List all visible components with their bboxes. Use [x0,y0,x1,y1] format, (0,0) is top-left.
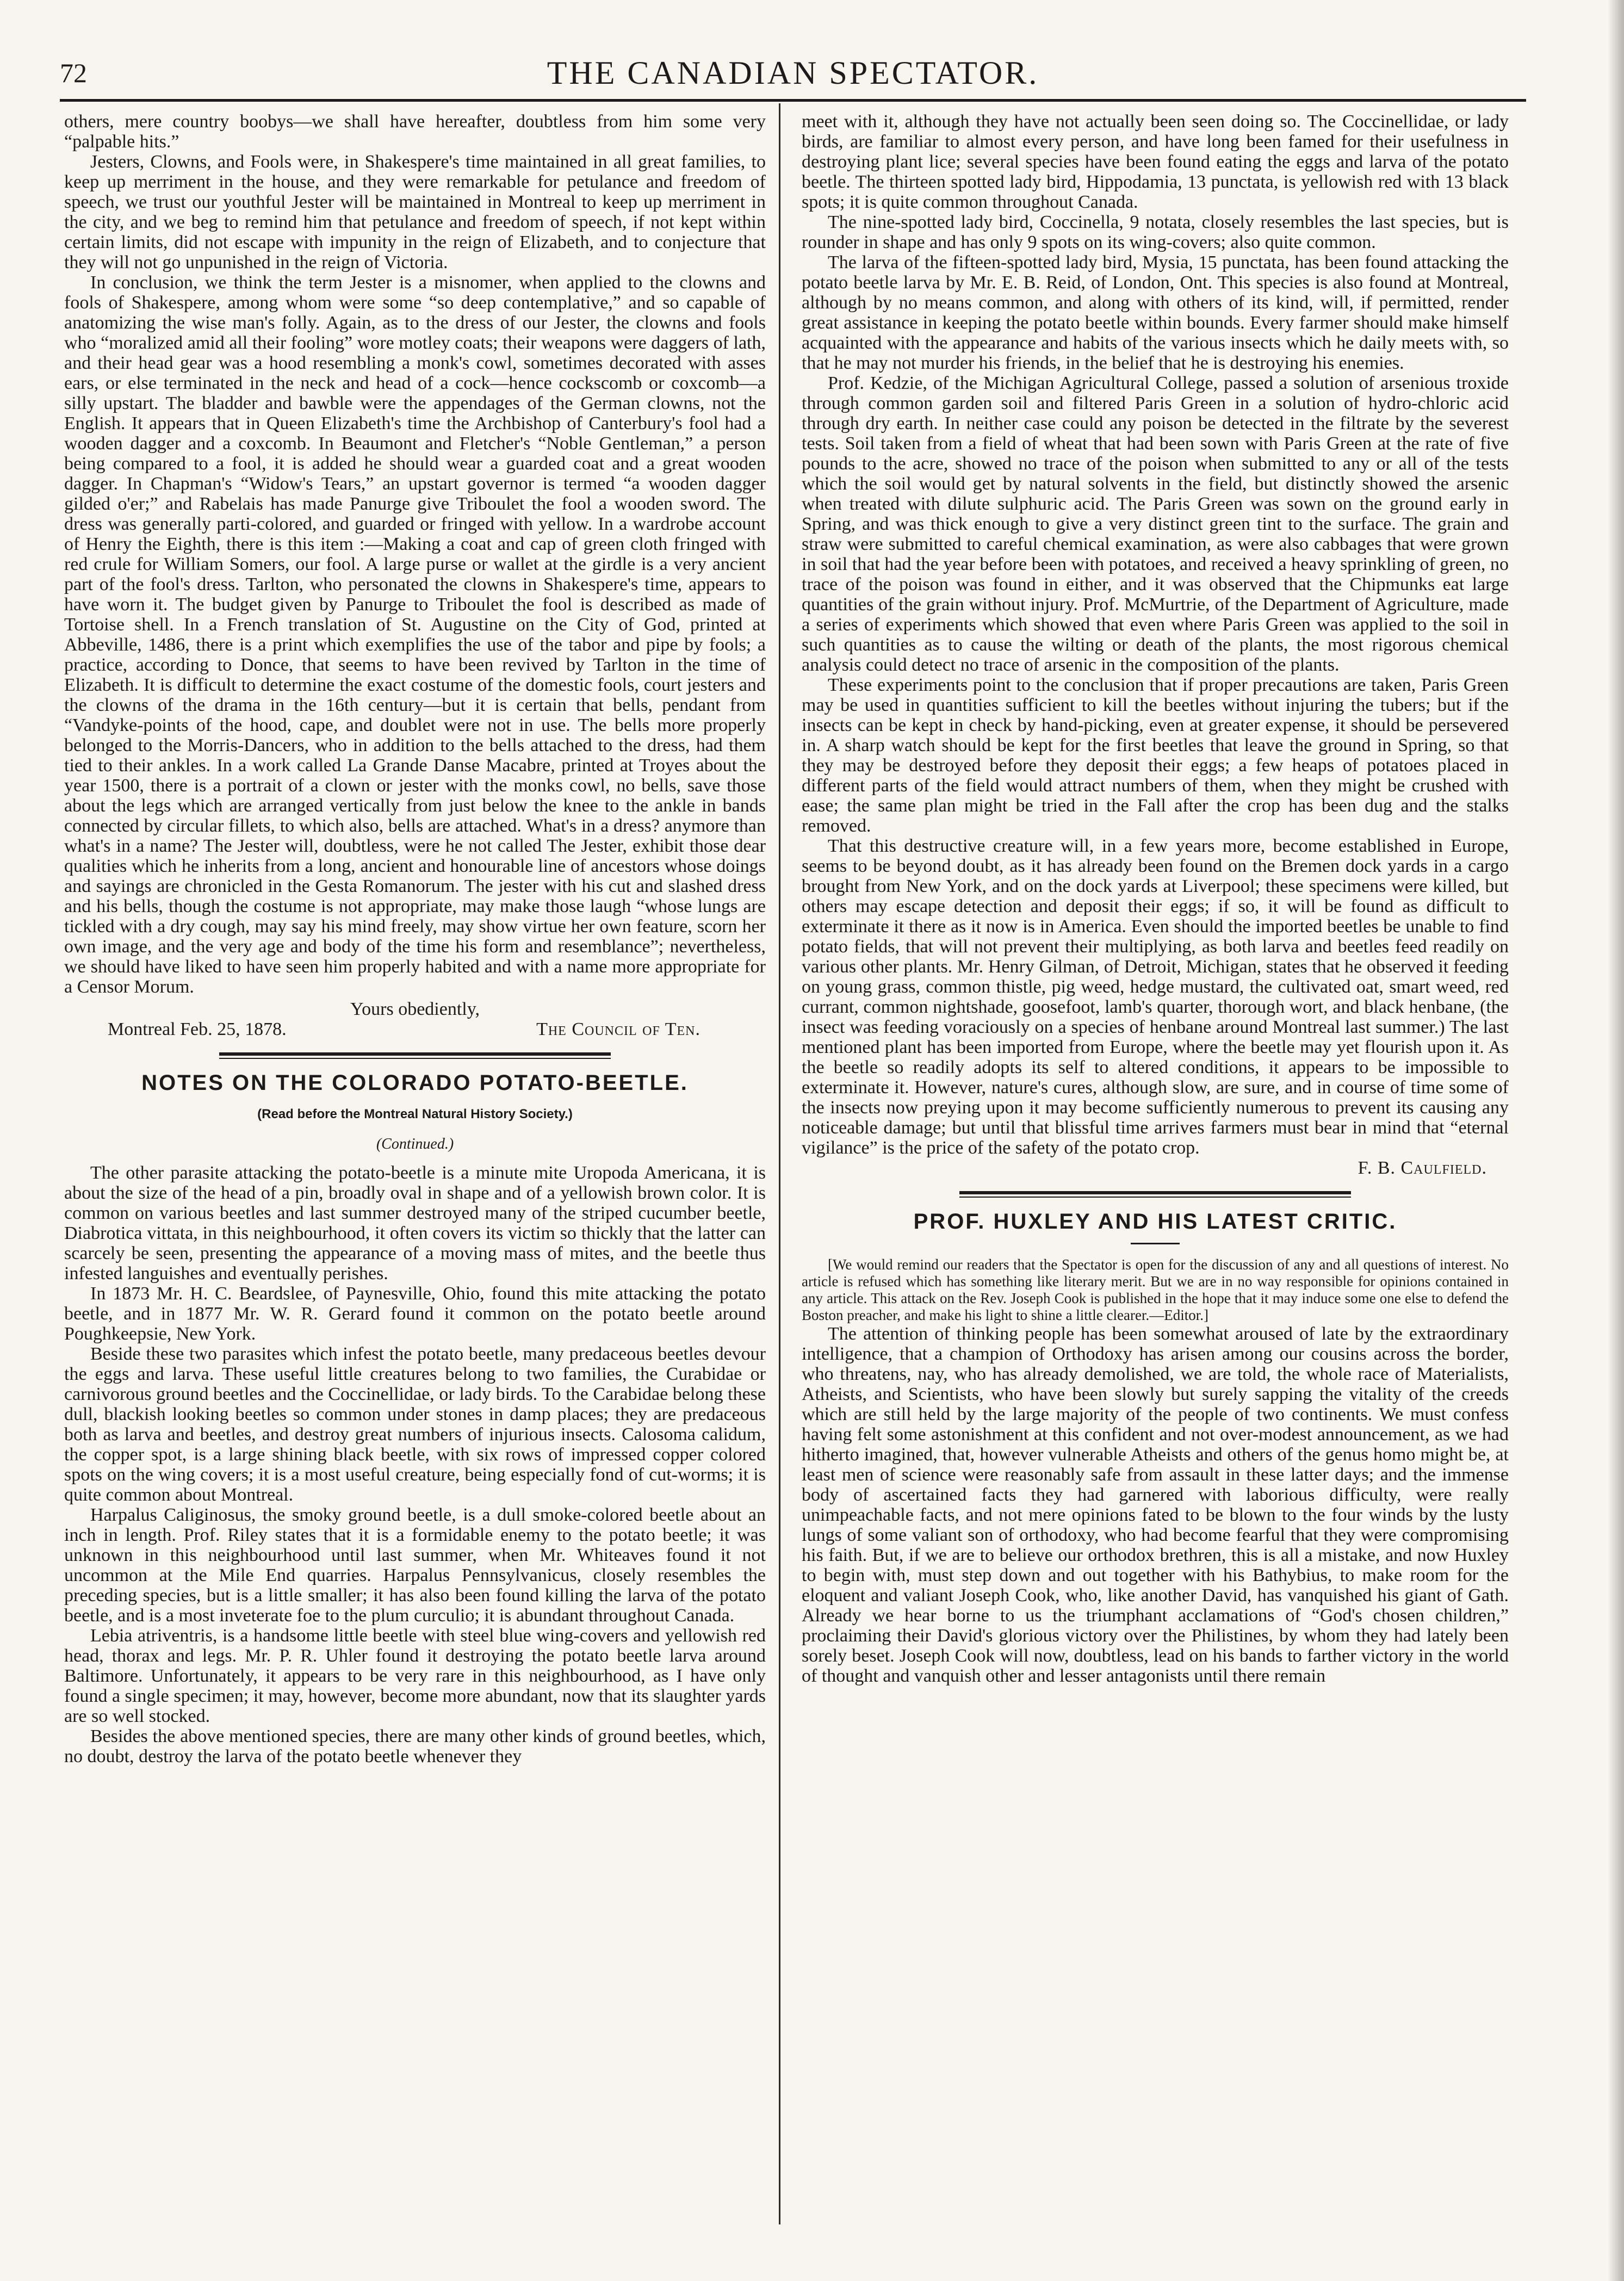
letter-signoff [64,999,766,1039]
section-divider [219,1052,611,1059]
masthead: THE CANADIAN SPECTATOR. [547,55,1039,91]
paragraph: Besides the above mentioned species, there are many other kinds of ground beetles, which, no doubt, destroy the larva of the potato beetle whenever they [64,1726,766,1766]
paragraph: meet with it, although they have not actually been seen doing so. The Coccinellidae, or lady birds, are familiar to almost every person, and have long been famed for their usefulness in destroying plant lice; several species have been found eating the eggs and larva of the potato beetle. The thirteen spotted lady bird, Hippodamia, 13 punctata, is yellowish red with 13 black spots; it is quite common throughout Canada. [802,111,1509,212]
paragraph: These experiments point to the conclusion that if proper precautions are taken, Paris Green may be used in quantities sufficient to kill the beetles without injuring the tubers; but if the insects can be kept in check by hand-picking, even at greater expense, it should be persevered in. A sharp watch should be kept for the first beetles that leave the ground in Spring, so that they may be destroyed before they deposit their eggs; a few heaps of potatoes placed in different parts of the field would attract numbers of them, when they might be crushed with ease; the same plan might be tried in the Fall after the crop has been dug and the stalks removed. [802,675,1509,836]
letter-closing: Yours obediently, [350,999,480,1019]
paragraph: The other parasite attacking the potato-beetle is a minute mite Uropoda Americana, it is about the size of the head of a pin, broadly oval in shape and of a yellowish brown color. It is common on various beetles and last summer destroyed many of the striped cucumber beetle, Diabrotica vittata, in this neighbourhood, it often covers its victim so thickly that the latter can scarcely be seen, presenting the appearance of a moving mass of mites, and the beetle thus infested languishes and eventually perishes. [64,1163,766,1284]
paragraph: Beside these two parasites which infest the potato beetle, many predaceous beetles devour the eggs and larva. These useful little creatures belong to two families, the Curabidae or carnivorous ground beetles and the Coccinellidae, or lady birds. To the Carabidae belong these dull, blackish looking beetles so common under stones in damp places; they are predaceous both as larva and beetles, and destroy great numbers of injurious insects. Calosoma calidum, the copper spot, is a large shining black beetle, with six rows of impressed copper colored spots on the wing covers; it is a most useful creature, being especially fond of cut-worms; it is quite common about Montreal. [64,1344,766,1505]
paragraph: Jesters, Clowns, and Fools were, in Shakespere's time maintained in all great families, to keep up merriment in the house, and they were remarkable for petulance and freedom of speech, we trust our youthful Jester will be maintained in Montreal to keep up merriment in the city, and we beg to remind him that petulance and freedom of speech, if not kept within certain limits, did not escape with impunity in the reign of Elizabeth, and to conjecture that they will not go unpunished in the reign of Victoria. [64,152,766,272]
paragraph: others, mere country boobys—we shall have hereafter, doubtless from him some very “palpable hits.” [64,111,766,152]
page-header [60,52,1526,101]
paragraph: Harpalus Caliginosus, the smoky ground beetle, is a dull smoke-colored beetle about an inch in length. Prof. Riley states that it is a formidable enemy to the potato beetle; it was unknown in this neighbourhood until last summer, when Mr. Whiteaves found it not uncommon at the Mile End quarries. Harpalus Pennsylvanicus, closely resembles the preceding species, but is a little smaller; it has also been found killing the larva of the potato beetle, and is a most inveterate foe to the plum curculio; it is abundant throughout Canada. [64,1505,766,1626]
article-title: PROF. HUXLEY AND HIS LATEST CRITIC. [913,1210,1397,1234]
header-rule [60,99,1526,102]
scan-edge-shadow [1608,0,1624,2281]
editor-note: [We would remind our readers that the Spectator is open for the discussion of any and all questions of interest. No article is refused which has something like literary merit. But we are in no way responsible for opinions contained in any article. This attack on the Rev. Joseph Cook is published in the hope that it may induce some one else to defend the Boston preacher, and make his light to shine a little clearer.—Editor.] [802,1256,1509,1323]
title-rule [1131,1243,1180,1244]
paragraph: The nine-spotted lady bird, Coccinella, 9 notata, closely resembles the last species, but is rounder in shape and has only 9 spots on its wing-covers; also quite common. [802,212,1509,252]
paragraph: The larva of the fifteen-spotted lady bird, Mysia, 15 punctata, has been found attacking the potato beetle larva by Mr. E. B. Reid, of London, Ont. This species is also found at Montreal, although by no means common, and along with others of its kind, will, if permitted, render great assistance in keeping the potato beetle within bounds. Every farmer should make himself acquainted with the appearance and habits of the various insects which he daily meets with, so that he may not murder his friends, in the belief that he is destroying his enemies. [802,252,1509,373]
letter-place-date: Montreal Feb. 25, 1878. [108,1019,287,1039]
paragraph: Prof. Kedzie, of the Michigan Agricultural College, passed a solution of arsenious troxide through common garden soil and filtered Paris Green in a solution of hydro-chloric acid through dry earth. In neither case could any poison be detected in the filtrate by the severest tests. Soil taken from a field of wheat that had been sown with Paris Green at the rate of five pounds to the acre, showed no trace of the poison when submitted to any or all of the tests which the soil would get by natural solvents in the field, but distinctly showed the arsenic when treated with dilute sulphuric acid. The Paris Green was sown on the ground early in Spring, and was thick enough to give a very distinct green tint to the surface. The grain and straw were submitted to careful chemical examination, as were also cabbages that were grown in soil that had the year before been with potatoes, and received a heavy sprinkling of green, no trace of the poison was found in either, and it was observed that the Chipmunks eat large quantities of the grain without injury. Prof. McMurtrie, of the Department of Agriculture, made a series of experiments which showed that even where Paris Green was applied to the soil in such quantities as to cause the wilting or death of the plants, the most rigorous chemical analysis could detect no trace of arsenic in the composition of the plants. [802,373,1509,675]
paragraph: The attention of thinking people has been somewhat aroused of late by the extraordinary intelligence, that a champion of Orthodoxy has arisen among our cousins across the border, who threatens, nay, who has already demolished, we are told, the whole race of Materialists, Atheists, and Scientists, who have been slowly but surely sapping the vitality of the creeds which are still held by the large majority of the people of two continents. We must confess having felt some astonishment at this confident and not over-modest announcement, as we had hitherto imagined, that, however vulnerable Atheists and others of the genus homo might be, at least men of science were reasonably safe from assault in these latter days; and the immense body of ascertained facts they had garnered with laborious difficulty, were really unimpeachable facts, and not mere opinions fated to be blown to the four winds by the lusty lungs of some valiant son of orthodoxy, who had become fearful that they were compromising his faith. But, if we are to believe our orthodox brethren, this is all a mistake, and now Huxley to begin with, must step down and out together with his Bathybius, to make room for the eloquent and valiant Joseph Cook, who, like another David, has vanquished his giant of Gath. Already we hear borne to us the triumphant acclamations of “God's chosen children,” proclaiming their David's glorious victory over the Philistines, by whom they had lately been sorely beset. Joseph Cook will now, doubtless, lead on his bands to farther victory in the world of thought and vanquish other and lesser antagonists until there remain [802,1324,1509,1686]
left-column [64,111,766,1766]
article-signature: F. B. Caulfield. [1358,1158,1487,1178]
right-column [802,111,1509,1686]
page-number: 72 [60,58,87,88]
paragraph: Lebia atriventris, is a handsome little beetle with steel blue wing-covers and yellowish red head, thorax and legs. Mr. P. R. Uhler found it destroying the potato beetle larva around Baltimore. Unfortunately, it appears to be very rare in this neighbourhood, as I have only found a single specimen; it may, however, become more abundant, now that its slaughter yards are so well stocked. [64,1626,766,1726]
paragraph: That this destructive creature will, in a few years more, become established in Europe, seems to be beyond doubt, as it has already been found on the Bremen dock yards in a cargo brought from New York, and on the dock yards at Liverpool; these specimens were killed, but others may escape detection and deposit their eggs; if so, it will be found as difficult to exterminate it there as it now is in America. Even should the imported beetles be unable to find potato fields, that will not prevent their multiplying, as both larva and beetles feed readily on various other plants. Mr. Henry Gilman, of Detroit, Michigan, states that he observed it feeding on young grass, common thistle, pig weed, hedge mustard, the cultivated oat, smart weed, red currant, common nightshade, goosefoot, lamb's quarter, thorough wort, and black henbane, (the insect was feeding voraciously on a species of henbane around Montreal last summer.) The last mentioned plant has been imported from Europe, where the beetle may yet flourish upon it. As the beetle so readily adopts its self to altered conditions, it appears to be impossible to exterminate it. However, nature's cures, although slow, are sure, and in course of time some of the insects now preying upon it may become sufficiently numerous to prevent its causing any noticeable damage; but until that blissful time arrives farmers must bear in mind that “eternal vigilance” is the price of the safety of the potato crop. [802,836,1509,1158]
letter-signature-line [64,1019,766,1039]
column-divider [779,103,780,2224]
article-title: NOTES ON THE COLORADO POTATO-BEETLE. [141,1071,689,1095]
continued-label: (Continued.) [376,1136,454,1152]
article-subtitle: (Read before the Montreal Natural History Society.) [257,1107,573,1121]
paragraph: In conclusion, we think the term Jester is a misnomer, when applied to the clowns and fools of Shakespere, among whom were some “so deep contemplative,” and so capable of anatomizing the wise man's folly. Again, as to the dress of our Jester, the clowns and fools who “moralized amid all their fooling” wore motley coats; their weapons were daggers of lath, and their head gear was a hood resembling a monk's cowl, sometimes decorated with asses ears, or else terminated in the neck and head of a cock—hence cockscomb or coxcomb—a silly upstart. The bladder and bawble were the appendages of the German clowns, not the English. It appears that in Queen Elizabeth's time the Archbishop of Canterbury's fool had a wooden dagger and a coxcomb. In Beaumont and Fletcher's “Noble Gentleman,” a person being compared to a fool, it is added he should wear a guarded coat and a great wooden dagger. In Chapman's “Widow's Tears,” an upstart governor is termed “a wooden dagger gilded o'er;” and Rabelais has made Panurge give Triboulet the fool a wooden sword. The dress was generally parti-colored, and guarded or fringed with yellow. In a wardrobe account of Henry the Eighth, there is this item :—Making a coat and cap of green cloth fringed with red crule for William Somers, our fool. A large purse or wallet at the girdle is a very ancient part of the fool's dress. Tarlton, who personated the clowns in Shakespere's time, appears to have worn it. The budget given by Panurge to Triboulet the fool is described as made of Tortoise shell. In a French translation of St. Augustine on the City of God, printed at Abbeville, 1486, there is a print which exemplifies the use of the tabor and pipe by fools; a practice, according to Donce, that seems to have been revived by Tarlton in the time of Elizabeth. It is difficult to determine the exact costume of the domestic fools, court jesters and the clowns of the drama in the 16th century—but it is certain that bells, pendant from “Vandyke-points of the hood, cape, and doublet were not in use. The bells more properly belonged to the Morris-Dancers, who in addition to the bells attached to the dress, had them tied to their ankles. In a work called La Grande Danse Macabre, printed at Troyes about the year 1500, there is a portrait of a clown or jester with the monks cowl, no bells, save those about the legs which are arranged vertically from just below the knee to the ankle in bands connected by circular fillets, to which also, bells are attached. What's in a dress? anymore than what's in a name? The Jester will, doubtless, were he not called The Jester, exhibit those dear qualities which he inherits from a long, ancient and honourable line of ancestors whose doings and sayings are chronicled in the Gesta Romanorum. The jester with his cut and slashed dress and his bells, though the costume is not appropriate, may make those laugh “whose lungs are tickled with a dry cough, may say his mind freely, may show virtue her own feature, scorn her own image, and the very age and body of the time his form and resemblance”; nevertheless, we should have liked to have seen him properly habited and with a name more appropriate for a Censor Morum. [64,272,766,997]
section-divider [959,1191,1351,1198]
paragraph: In 1873 Mr. H. C. Beardslee, of Paynesville, Ohio, found this mite attacking the potato beetle, and in 1877 Mr. W. R. Gerard found it common on the potato beetle around Poughkeepsie, New York. [64,1284,766,1344]
letter-signature: The Council of Ten. [536,1019,701,1039]
